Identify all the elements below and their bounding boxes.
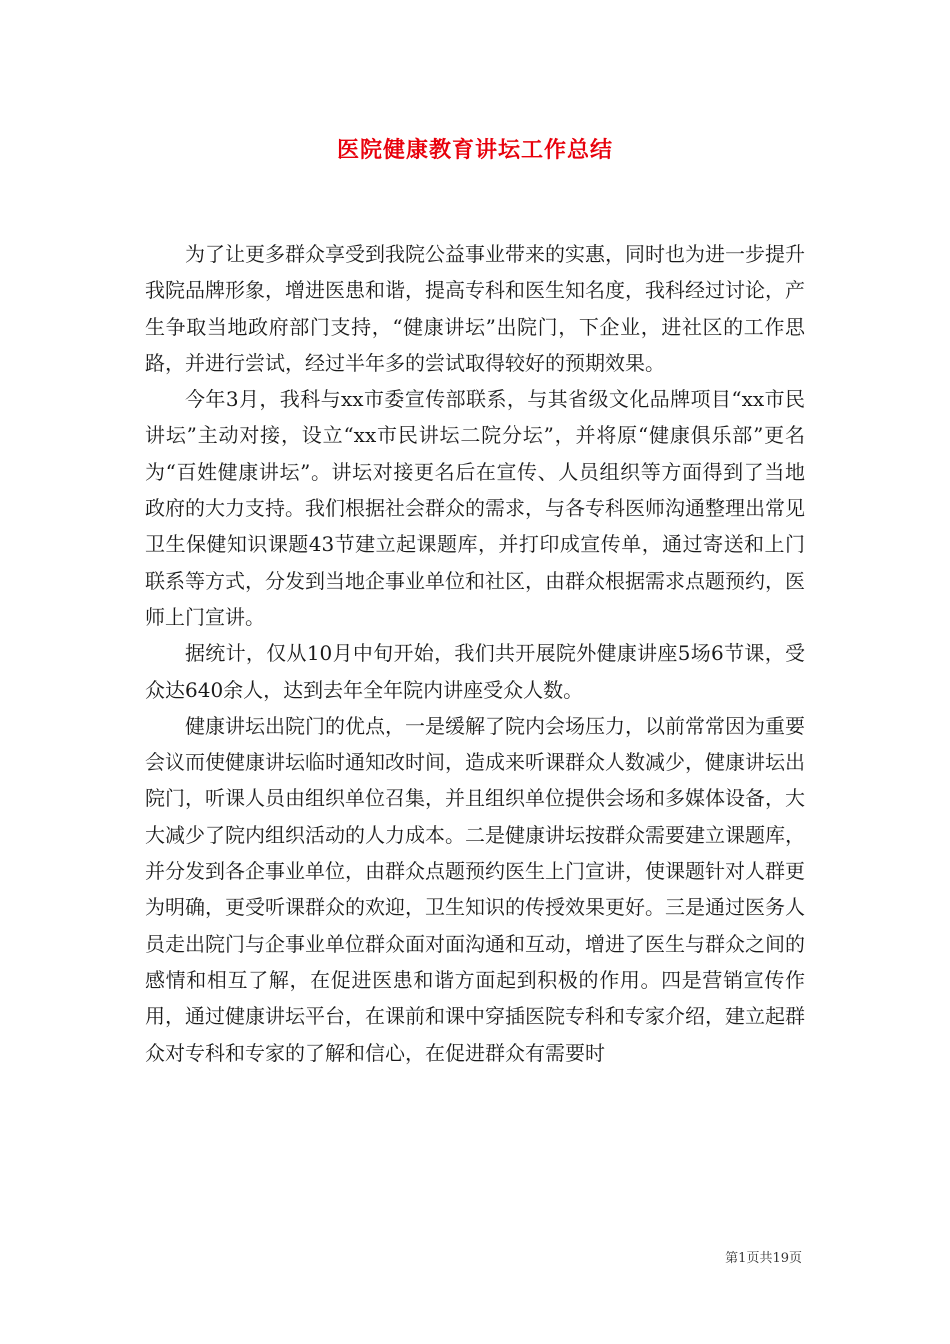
page-number: 第1页共19页 (725, 1251, 802, 1266)
document-body (145, 236, 805, 1071)
paragraph-intro: 为了让更多群众享受到我院公益事业带来的实惠，同时也为进一步提升我院品牌形象，增进医患和谐，提高专科和医生知名度，我科经过讨论，产生争取当地政府部门支持，“健康讲坛”出院门，下企业，进社区的工作思路，并进行尝试，经过半年多的尝试取得较好的预期效果。 (145, 242, 805, 375)
paragraph-advantages: 健康讲坛出院门的优点，一是缓解了院内会场压力，以前常常因为重要会议而使健康讲坛临时通知改时间，造成来听课群众人数减少，健康讲坛出院门，听课人员由组织单位召集，并且组织单位提供会场和多媒体设备，大大减少了院内组织活动的人力成本。二是健康讲坛按群众需要建立课题库，并分发到各企事业单位，由群众点题预约医生上门宣讲，使课题针对人群更为明确，更受听课群众的欢迎，卫生知识的传授效果更好。三是通过医务人员走出院门与企事业单位群众面对面沟通和互动，增进了医生与群众之间的感情和相互了解，在促进医患和谐方面起到积极的作用。四是营销宣传作用，通过健康讲坛平台，在课前和课中穿插医院专科和专家介绍，建立起群众对专科和专家的了解和信心，在促进群众有需要时 (145, 713, 805, 1065)
paragraph-statistics: 据统计，仅从10月中旬开始，我们共开展院外健康讲座5场6节课，受众达640余人，达到去年全年院内讲座受众人数。 (145, 641, 805, 702)
document-title: 医院健康教育讲坛工作总结 (336, 137, 613, 163)
paragraph-march: 今年3月，我科与xx市委宣传部联系，与其省级文化品牌项目“xx市民讲坛”主动对接，设立“xx市民讲坛二院分坛”，并将原“健康俱乐部”更名为“百姓健康讲坛”。讲坛对接更名后在宣传、人员组织等方面得到了当地政府的大力支持。我们根据社会群众的需求，与各专科医师沟通整理出常见卫生保健知识课题43节建立起课题库，并打印成宣传单，通过寄送和上门联系等方式，分发到当地企事业单位和社区，由群众根据需求点题预约，医师上门宣讲。 (145, 387, 805, 629)
